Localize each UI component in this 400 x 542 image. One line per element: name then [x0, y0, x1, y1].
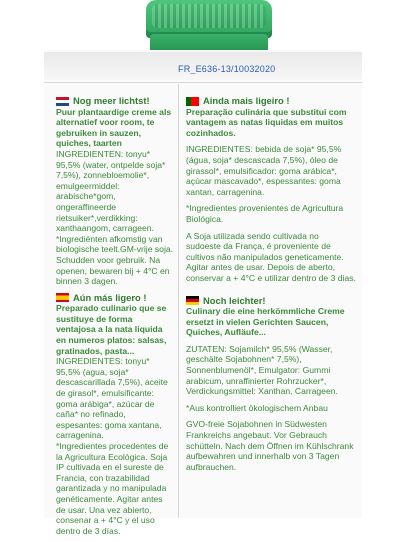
- section-nl-intro: Puur plantaardige creme als alternatief voor room, te gebruiken in sauzen, quiches, taarten: [56, 106, 172, 149]
- section-nl-header: [56, 96, 174, 107]
- top-divider: [44, 82, 362, 83]
- section-es-intro: Preparado culinario que se sustituye de forma ventajosa a la nata liquida en numeros platos: salsas, gratinados, pasta...: [56, 303, 167, 356]
- portugal-flag-icon: [186, 97, 199, 106]
- section-pt: [186, 96, 356, 284]
- section-es: [56, 293, 174, 537]
- section-es-ingredients: INGREDIENTES: tonyu* 95,5% (agua, soja* descascarillada 7,5%), aceite de girasol*, emulsificante: goma arábiga*, azúcar de caña* no refinado, espesantes: goma xantana, carragenina.: [56, 356, 168, 441]
- bottle-cap: [146, 0, 272, 38]
- spain-flag-icon: [56, 293, 69, 302]
- section-de: [186, 296, 356, 473]
- section-nl-ingredients: INGREDIENTEN: tonyu* 95,5% (water, ontpelde soja* 7,5%), zonnebloemolie*, emulgeermiddel: arabische*gom, ongeraffineerde rietsuiker*,verdikking: xanthaangom, carrageen.: [56, 148, 166, 234]
- section-es-note: *Ingredientes procedentes de la Agricultura Ecológica. Soja IP cultivada en el sureste de Francia, con trazabilidad garantizada y no manipulada genéticamente. Agitar antes de usar. Una vez abierto, consenar a + 4°C y el uso dentro de 3 días.: [56, 441, 169, 536]
- section-nl-note: *Ingrediënten afkomstig van biologische teelt.GM-vrije soja. Schudden voor gebruik. Na openen, bewaren bij + 4°C en binnen 3 dagen.: [56, 233, 174, 287]
- germany-flag-icon: [186, 296, 199, 305]
- left-column: [56, 96, 174, 542]
- section-de-ingredients: ZUTATEN: Sojamilch* 95,5% (Wasser, geschälte Sojabohnen* 7,5%), Sonnenblumenöl*, Emulgator: Gummi arabicum, unraffinierter Rohrzucker*, Verdickungsmittel: Xanthan, Carrageen.: [186, 343, 338, 397]
- right-column: [186, 96, 356, 478]
- section-pt-ingredients: INGREDIENTES: bebida de soja* 95,5% (água, soja* descascada 7,5%), óleo de girassol*, emulsificador: goma arábica*, açúcar mascavado*, espessantes: goma xantan, carragenina.: [186, 144, 342, 197]
- netherlands-flag-icon: [56, 97, 69, 106]
- section-de-header: [186, 296, 356, 307]
- column-fold-line: [178, 84, 179, 518]
- section-de-note1: *Aus kontrolliert ökologischem Anbau: [186, 402, 328, 413]
- section-de-intro: Culinary die eine herkömmliche Creme ersetzt in vielen Gerichten Saucen, Quiches, Aufläufe...: [186, 306, 345, 338]
- section-pt-header: [186, 96, 356, 107]
- section-de-note2: GVO-freie Sojabohnen in Südwesten Frankreichs angebaut. Vor Gebrauch schütteln. Nach dem Öffnen im Kühlschrank aufbewahren und innerhalb von 3 Tagen aufbrauchen.: [186, 419, 354, 472]
- section-pt-note1: *Ingredientes provenientes de Agricultura Biológica.: [186, 203, 344, 224]
- section-pt-title: Ainda mais ligeiro !: [203, 95, 290, 106]
- section-es-header: [56, 293, 174, 304]
- section-nl: [56, 96, 174, 287]
- section-es-title: Aún más ligero !: [73, 291, 147, 303]
- lot-code: FR_E636-13/10032020: [178, 64, 276, 74]
- section-de-title: Noch leichter!: [203, 294, 266, 306]
- section-pt-intro: Preparação culinária que substitui com vantagem as natas liquidas em muitos cozinhados.: [186, 106, 347, 138]
- section-nl-title: Nog meer lichtst!: [73, 95, 150, 106]
- section-pt-note2: A Soja utilizada sendo cultivada no sudoeste da França, é proveniente de cultivos não manipulados geneticamente. Agitar antes de usar. Depois de aberto, conservar a + 4°C e utilizar dentro de 3 dias.: [186, 230, 356, 283]
